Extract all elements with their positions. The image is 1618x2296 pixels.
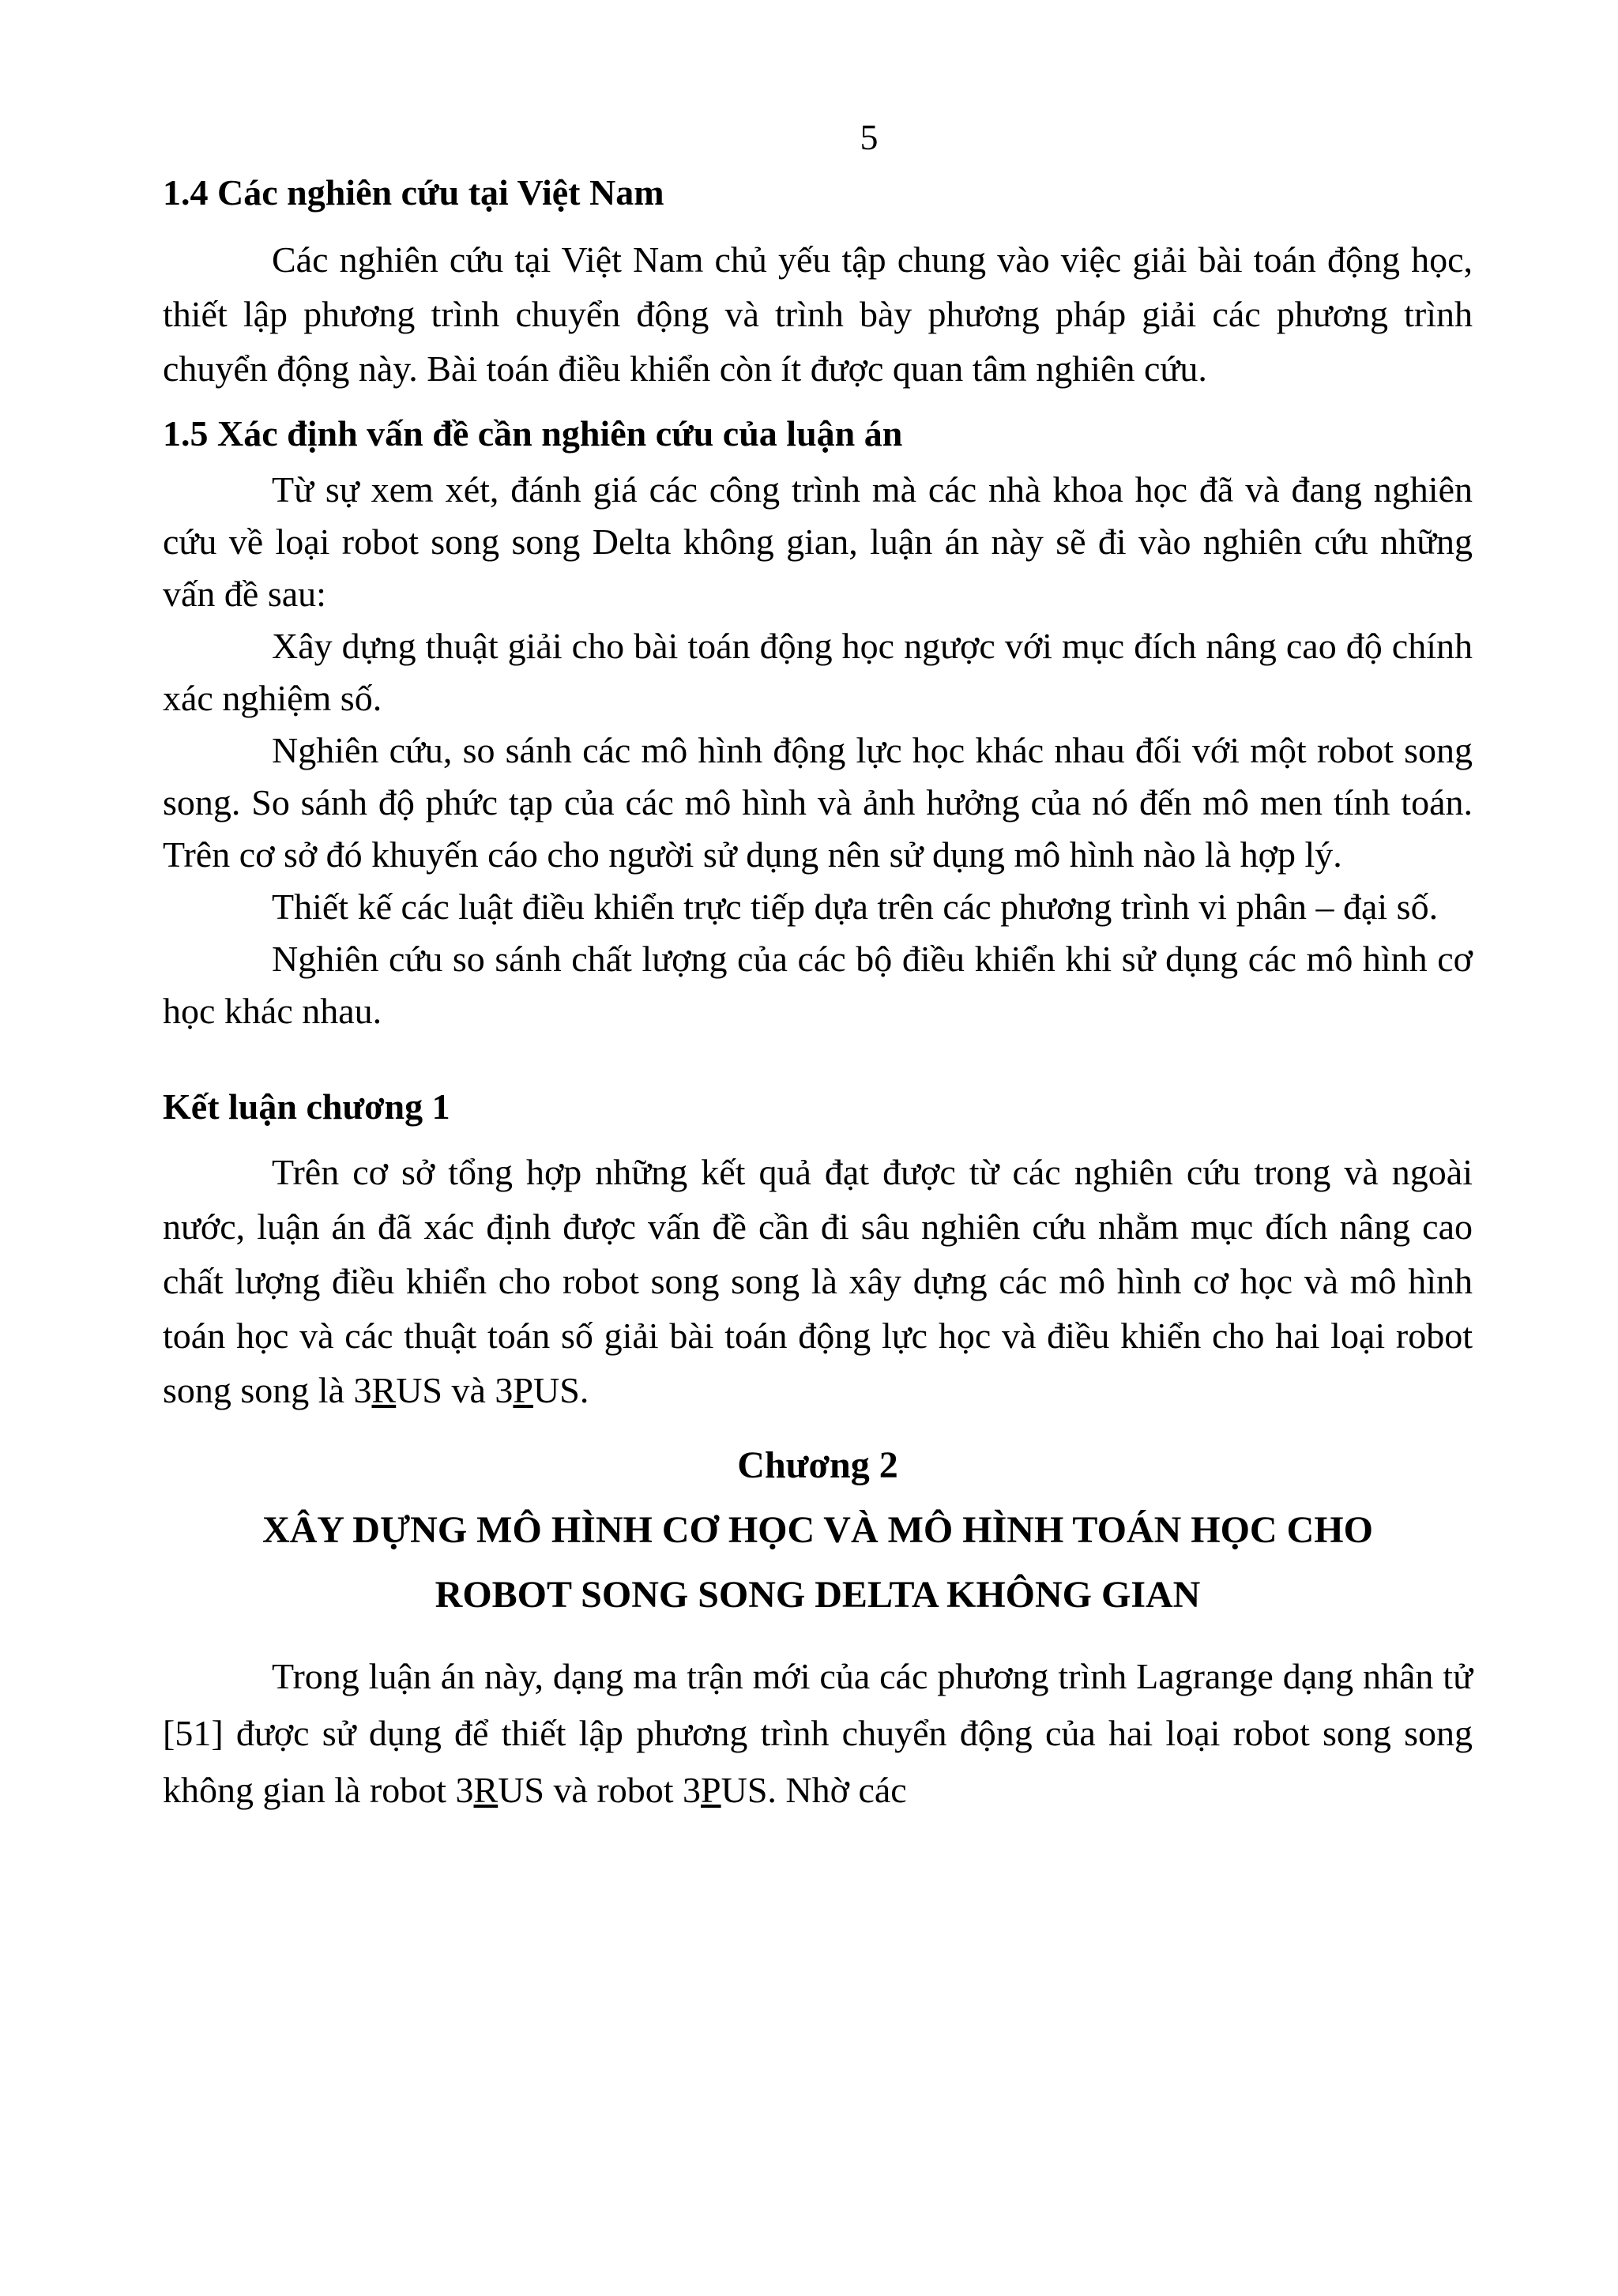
chapter-label: Chương 2 xyxy=(737,1444,898,1486)
underlined-p-letter: P xyxy=(513,1370,534,1410)
section-1-5-paragraph: Nghiên cứu so sánh chất lượng của các bộ điều khiển khi sử dụng các mô hình cơ học khác nhau. xyxy=(163,939,1473,1031)
conclusion-text-end: US. xyxy=(533,1370,589,1410)
page-content xyxy=(163,171,1473,1819)
underlined-p-letter: P xyxy=(701,1770,721,1810)
underlined-r-letter: R xyxy=(473,1770,499,1810)
section-1-5-paragraph: Nghiên cứu, so sánh các mô hình động lực học khác nhau đối với một robot song song. So sánh độ phức tạp của các mô hình và ảnh hưởng của nó đến mô men tính toán. Trên cơ sở đó khuyến cáo cho người sử dụng nên sử dụng mô hình nào là hợp lý. xyxy=(163,730,1473,875)
section-1-5-paragraph: Từ sự xem xét, đánh giá các công trình mà các nhà khoa học đã và đang nghiên cứu về loại robot song song Delta không gian, luận án này sẽ đi vào nghiên cứu những vấn đề sau: xyxy=(163,469,1473,614)
chapter-2-intro xyxy=(163,1648,1473,1819)
page-number: 5 xyxy=(860,117,879,157)
section-1-5-paragraph: Xây dựng thuật giải cho bài toán động học ngược với mục đích nâng cao độ chính xác nghiệm số. xyxy=(163,626,1473,718)
chapter-2-intro-mid: US và robot 3 xyxy=(498,1770,702,1810)
chapter-2-intro-end: US. Nhờ các xyxy=(721,1770,907,1810)
chapter-title-line-1: XÂY DỰNG MÔ HÌNH CƠ HỌC VÀ MÔ HÌNH TOÁN HỌC CHO xyxy=(262,1509,1373,1551)
conclusion-paragraph xyxy=(163,1145,1473,1417)
conclusion-text-mid: US và 3 xyxy=(396,1370,514,1410)
conclusion-heading: Kết luận chương 1 xyxy=(163,1086,450,1127)
chapter-title-line-2: ROBOT SONG SONG DELTA KHÔNG GIAN xyxy=(435,1574,1201,1616)
section-1-4-paragraph: Các nghiên cứu tại Việt Nam chủ yếu tập chung vào việc giải bài toán động học, thiết lập phương trình chuyển động và trình bày phương pháp giải các phương trình chuyển động này. Bài toán điều khiển còn ít được quan tâm nghiên cứu. xyxy=(163,239,1473,389)
section-1-4-heading: 1.4 Các nghiên cứu tại Việt Nam xyxy=(163,172,664,213)
section-1-5-paragraph: Thiết kế các luật điều khiển trực tiếp dựa trên các phương trình vi phân – đại số. xyxy=(272,886,1439,927)
underlined-r-letter: R xyxy=(371,1370,397,1410)
chapter-2-intro-text: Trong luận án này, dạng ma trận mới của các phương trình Lagrange dạng nhân tử [51] được sử dụng để thiết lập phương trình chuyển động của hai loại robot song song không gian là robot 3 xyxy=(163,1656,1473,1810)
conclusion-text: Trên cơ sở tổng hợp những kết quả đạt được từ các nghiên cứu trong và ngoài nước, luận án đã xác định được vấn đề cần đi sâu nghiên cứu nhằm mục đích nâng cao chất lượng điều khiển cho robot song song là xây dựng các mô hình cơ học và mô hình toán học và các thuật toán số giải bài toán động lực học và điều khiển cho hai loại robot song song là 3 xyxy=(163,1152,1473,1410)
section-1-5-heading: 1.5 Xác định vấn đề cần nghiên cứu của luận án xyxy=(163,413,903,454)
